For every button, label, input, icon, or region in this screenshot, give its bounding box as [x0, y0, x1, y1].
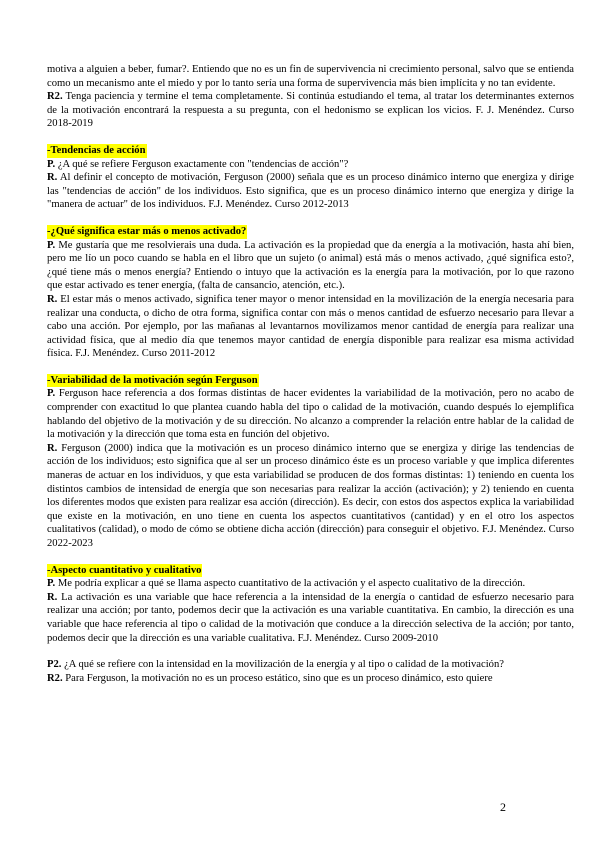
qa-label: P.	[47, 578, 56, 590]
paragraph-text: Para Ferguson, la motivación no es un proceso estático, sino que es un proceso dinámico, esto quiere	[65, 672, 493, 684]
section-heading: -¿Qué significa estar más o menos activado?	[47, 225, 247, 237]
section-heading: -Aspecto cuantitativo y cualitativo	[47, 564, 202, 576]
paragraph-text: Me podría explicar a qué se llama aspecto cuantitativo de la activación y el aspecto cualitativo de la dirección.	[57, 578, 526, 590]
section-heading: -Variabilidad de la motivación según Ferguson	[47, 374, 258, 386]
paragraph	[47, 387, 574, 441]
qa-label: P.	[47, 158, 56, 170]
paragraph	[47, 591, 574, 645]
page-number: 2	[500, 800, 506, 814]
section-gap	[47, 361, 574, 374]
paragraph-text: El estar más o menos activado, significa tener mayor o menor intensidad en la movilización de la energía necesaria para realizar una conducta, o dicho de otra forma, significa contar con más o menos cantidad de esfuerzo necesario para llevar a cabo una acción. Por ejemplo, por las mañanas al levantarnos movilizamos menor cantidad de energía para realizar una actividad física, que al medio día que tenemos mayor cantidad de energía disponible para realizar esa misma actividad física. F.J. Menéndez. Curso 2011-2012	[47, 293, 574, 360]
section-gap	[47, 551, 574, 564]
paragraph-text: Me gustaría que me resolvierais una duda. La activación es la propiedad que da energía a la motivación, hasta ahí bien, pero me lío un poco cuando se habla en el libro que un sujeto (o animal) está más o menos activado, ¿qué significa esto?, ¿qué tiene más o menos energía? Entiendo o intuyo que la activación es la energía para la motivación, por lo que razono que estar activado es tener energía, (falta de cansancio, atención, etc.).	[47, 239, 574, 292]
qa-label: P2.	[47, 659, 62, 671]
paragraph-text: La activación es una variable que hace referencia a la intensidad de la energía o cantidad de esfuerzo necesario para realizar una acción; por tanto, podemos decir que la activación es una variable cuantitativa. En cambio, la dirección es una variable que hace referencia al tipo o calidad de la motivación que conduce a la dirección selectiva de la acción; por tanto, podemos decir que la dirección es una variable cualitativa. F.J. Menéndez. Curso 2009-2010	[47, 591, 574, 644]
paragraph	[47, 171, 574, 212]
paragraph-text: ¿A qué se refiere Ferguson exactamente con "tendencias de acción"?	[57, 158, 349, 170]
paragraph	[47, 63, 574, 90]
paragraph-text: Tenga paciencia y termine el tema completamente. Si continúa estudiando el tema, al tratar los determinantes externos de la motivación encontrará la respuesta a su pregunta, con el hedonismo se explican los vicios. F. J. Menéndez. Curso 2018-2019	[47, 91, 574, 130]
paragraph	[47, 442, 574, 551]
qa-label: R2.	[47, 672, 63, 684]
paragraph-text: Ferguson (2000) indica que la motivación es un proceso dinámico interno que se energiza y dirige las tendencias de acción de los individuos; esto significa que al ser un proceso dinámico éste es un proceso variable y que implica diferentes maneras de actuar en los individuos, y que esta variabilidad se producen de dos formas distintas: 1) teniendo en cuenta los distintos cambios de intensidad de energía que son necesarias para realizar la acción (activación); y 2) teniendo en cuenta los diferentes modos que existen para realizar esa acción (dirección). Es decir, con estos dos aspectos explica la variabilidad que existe en la motivación, en uno tiene en cuenta los aspectos cuantitativos (cantidad) y en el otro los aspectos cualitativos (calidad), o modo de cómo se obtiene dicha acción (dirección) para conseguir el objetivo. F.J. Menéndez. Curso 2022-2023	[47, 442, 575, 549]
paragraph	[47, 239, 574, 293]
paragraph	[47, 90, 574, 131]
qa-label: P.	[47, 239, 56, 251]
qa-label: P.	[47, 388, 56, 400]
section-gap	[47, 645, 574, 658]
section-gap	[47, 131, 574, 144]
qa-label: R.	[47, 442, 58, 454]
qa-label: R2.	[47, 91, 63, 103]
section-heading: -Tendencias de acción	[47, 144, 146, 156]
document-body	[47, 63, 574, 685]
paragraph	[47, 658, 574, 672]
paragraph-text: motiva a alguien a beber, fumar?. Entiendo que no es un fin de supervivencia ni crecimiento personal, salvo que se entienda como un mecanismo ante el miedo y por lo tanto sería una forma de supervivencia más bien implícita y no tan evidente.	[47, 64, 574, 89]
paragraph-text: ¿A qué se refiere con la intensidad en la movilización de la energía y al tipo o calidad de la motivación?	[64, 659, 504, 671]
qa-label: R.	[47, 591, 58, 603]
qa-label: R.	[47, 293, 58, 305]
paragraph	[47, 577, 574, 591]
paragraph-text: Al definir el concepto de motivación, Ferguson (2000) señala que es un proceso dinámico interno que energiza y dirige las "tendencias de acción" de los individuos. Esto significa, que es un proceso dinámico interno que energiza y dirige la "manera de actuar" de los individuos. F.J. Menéndez. Curso 2012-2013	[47, 172, 574, 211]
paragraph-text: Ferguson hace referencia a dos formas distintas de hacer evidentes la variabilidad de la motivación, pero no acabo de comprender con exactitud lo que plantea cuando habla del tipo o calidad de la motivación, cuando después lo ejemplifica hablando del objetivo de la motivación y de su dirección. No alcanzo a comprender la relación entre hablar de la calidad de la motivación y la dirección que toma esta en función del objetivo.	[47, 388, 574, 441]
paragraph	[47, 293, 574, 361]
paragraph	[47, 158, 574, 172]
qa-label: R.	[47, 172, 58, 184]
paragraph	[47, 672, 574, 686]
section-gap	[47, 212, 574, 225]
